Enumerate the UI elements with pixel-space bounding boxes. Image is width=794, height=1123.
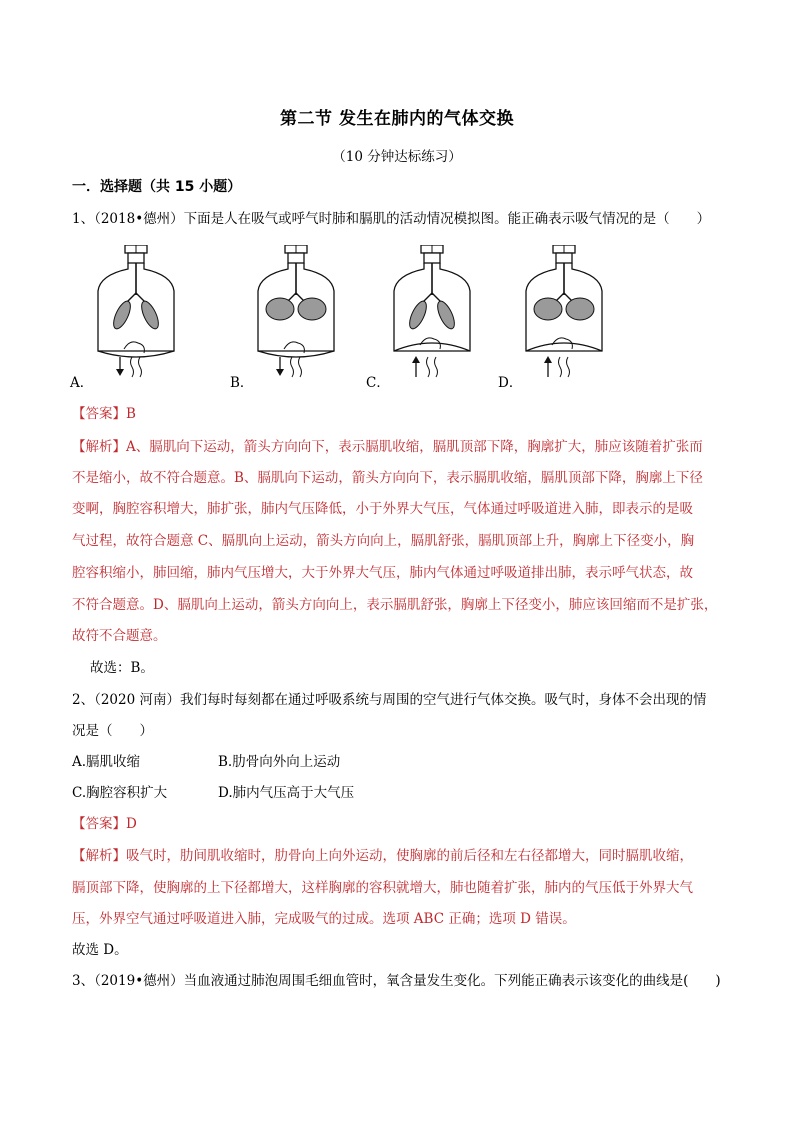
string [559,357,562,377]
stopper-neck [288,253,304,263]
q1-analysis-line-2: 不是缩小，故不符合题意。B、膈肌向下运动，箭头方向向下，表示膈肌收缩，膈肌顶部下降，胸廓上下径 [72,470,703,486]
page-title: 第二节 发生在肺内的气体交换 [280,109,514,129]
q1-analysis-line-5: 腔容积缩小，肺回缩，肺内气压增大，大于外界大气压，肺内气体通过呼吸道排出肺，表示呼气状态，故 [72,565,693,581]
string [567,357,570,377]
section-heading: 一．选择题（共 15 小题） [72,179,242,195]
q1-analysis-line-3: 变啊，胸腔容积增大，肺扩张，肺内气压降低，小于外界大气压，气体通过呼吸道进入肺，即表示的是吸 [72,501,693,517]
figure-a-label: A． [70,375,94,391]
diaphragm [98,351,174,357]
bell-jar-model-b [252,245,342,385]
analysis-tag: 【解析】 [72,848,126,864]
diaphragm [526,343,602,351]
q2-stem-line-1: 2、（2020 河南）我们每时每刻都在通过呼吸系统与周围的空气进行气体交换。吸气时，身体不会出现的情 [72,692,707,708]
left-lung [406,299,430,331]
arrow-up-icon [544,356,552,363]
string [139,357,142,377]
answer-value: B [126,406,136,422]
answer-tag: 【答案】 [72,816,126,832]
q1-analysis-line-6: 不符合题意。D、膈肌向上运动，箭头方向向上，表示膈肌舒张，胸廓上下径变小，肺应该回缩而不是扩张， [72,597,718,613]
right-lung [566,298,594,320]
right-lung [434,299,458,331]
q3-stem: 3、（2019•德州）当血液通过肺泡周围毛细血管时，氧含量发生变化。下列能正确表示该变化的曲线是( ) [72,973,721,989]
left-lung [266,298,294,320]
q1-conclusion: 故选：B。 [90,660,154,676]
q2-option-a: A.膈肌收缩 [72,754,141,770]
diaphragm [394,343,470,351]
stopper-neck [128,253,144,263]
left-lung [534,298,562,320]
string [427,357,430,377]
figure-b-label: B． [230,375,254,391]
figure-c-label: C． [366,375,390,391]
bell-jar-model-c [388,245,478,385]
figure-d-label: D． [498,375,523,391]
q2-stem-line-2: 况是（ ） [72,723,153,739]
q1-answer [72,402,136,422]
string [291,357,294,377]
answer-value: D [126,816,137,832]
q2-analysis-line-1: 【解析】吸气时，肋间肌收缩时，肋骨向上向外运动，使胸廓的前后径和左右径都增大，同时膈肌收缩， [72,848,693,864]
answer-tag: 【答案】 [72,406,126,422]
q1-figures [70,245,730,395]
right-lung [298,298,326,320]
diaphragm [258,351,334,357]
q1-analysis-line-1: 【解析】A、膈肌向下运动，箭头方向向下，表示膈肌收缩，膈肌顶部下降，胸廓扩大，肺应该随着扩张而 [72,439,703,455]
right-lung [138,299,162,331]
figure-b [230,245,340,393]
left-lung [110,299,134,331]
analysis-tag: 【解析】 [72,439,126,455]
arrow-down-icon [276,369,284,376]
stopper-neck [424,253,440,263]
arrow-down-icon [116,369,124,376]
q2-option-b: B.肋骨向外向上运动 [218,754,341,770]
figure-a [70,245,180,393]
figure-d [498,245,608,393]
q2-conclusion: 故选 D。 [72,942,128,958]
bell-jar-model-d [520,245,610,385]
string [131,357,134,377]
bell-jar-model-a [92,245,182,385]
q2-analysis-line-3: 压，外界空气通过呼吸道进入肺，完成吸气的过成。选项 ABC 正确；选项 D 错误。 [72,911,576,927]
q2-analysis-line-2: 膈顶部下降，使胸廓的上下径都增大，这样胸廓的容积就增大，肺也随着扩张，肺内的气压低于外界大气 [72,880,693,896]
q1-analysis-line-4: 气过程，故符合题意 C、膈肌向上运动，箭头方向向上，膈肌舒张，膈肌顶部上升，胸廓上下径变小，胸 [72,533,695,549]
string [299,357,302,377]
figure-c [366,245,476,393]
arrow-up-icon [412,356,420,363]
q1-analysis-line-7: 故符不合题意。 [72,628,167,644]
q1-stem: 1、（2018•德州）下面是人在吸气或呼气时肺和膈肌的活动情况模拟图。能正确表示吸气情况的是（ ） [72,211,711,227]
page-subtitle: （10 分钟达标练习） [332,149,462,165]
q2-option-d: D.肺内气压高于大气压 [218,785,355,801]
string [435,357,438,377]
q2-answer [72,812,137,832]
q2-option-c: C.胸腔容积扩大 [72,785,168,801]
stopper-neck [556,253,572,263]
